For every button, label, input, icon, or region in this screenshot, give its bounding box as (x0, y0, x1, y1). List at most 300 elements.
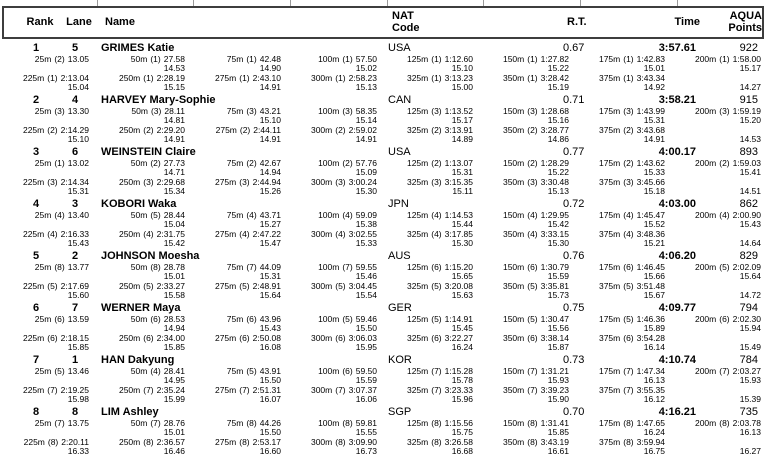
final-time-value: 4:09.77 (658, 302, 696, 314)
split-segment-time: 15.54 (355, 290, 377, 301)
split-cell (576, 178, 672, 197)
split-distance-label: 175m (598, 106, 621, 116)
split-cumulative-time: 59.81 (355, 418, 377, 428)
split-distance-label: 300m (310, 177, 333, 187)
split-cell (576, 315, 672, 334)
split-distance-label: 225m (22, 73, 45, 83)
split-cell (288, 438, 384, 457)
split-segment-time: 15.65 (451, 271, 473, 282)
split-rank: (5) (431, 314, 442, 324)
split-cell (288, 334, 384, 353)
split-distance-label: 225m (23, 437, 45, 447)
split-cumulative-time: 42.67 (259, 158, 281, 168)
split-cumulative-time: 2:28.19 (156, 73, 185, 83)
split-distance-label: 100m (318, 418, 340, 428)
split-rank: (7) (527, 385, 538, 395)
split-cell (96, 315, 192, 334)
split-segment-time: 15.14 (355, 115, 377, 126)
split-segment-time: 15.78 (451, 375, 473, 386)
swimmer-name: KOBORI Waka (101, 198, 177, 210)
split-cumulative-time: 2:34.00 (156, 333, 185, 343)
split-cell (0, 211, 96, 230)
split-cumulative-time: 3:02.55 (348, 229, 377, 239)
split-cumulative-time: 2:35.24 (156, 385, 185, 395)
split-cell (672, 178, 768, 197)
split-rank: (6) (239, 333, 250, 343)
split-segment-time: 14.81 (163, 115, 185, 126)
split-distance-label: 50m (130, 262, 148, 272)
split-cumulative-time: 2:14.34 (60, 177, 89, 187)
split-segment-time: 15.00 (451, 82, 473, 93)
split-rank: (8) (143, 437, 154, 447)
split-segment-time: 14.53 (739, 134, 761, 145)
split-cumulative-time: 3:23.33 (444, 385, 473, 395)
split-cell (480, 178, 576, 197)
split-cumulative-time: 1:27.82 (540, 54, 569, 64)
split-segment-time: 15.30 (355, 186, 377, 197)
split-cumulative-time: 3:28.77 (540, 125, 569, 135)
aqua-points-value: 922 (739, 42, 758, 54)
swimmer-main-row (0, 406, 768, 419)
split-rank: (3) (527, 177, 538, 187)
split-distance-label: 325m (406, 125, 429, 135)
swimmer-result-block (0, 351, 768, 403)
split-segment-time: 14.72 (739, 290, 761, 301)
split-cell (576, 367, 672, 386)
split-cell (576, 419, 672, 438)
split-segment-time: 16.13 (739, 427, 761, 438)
split-cumulative-time: 3:20.08 (444, 281, 473, 291)
reaction-time-value: 0.77 (563, 146, 585, 158)
split-segment-time: 16.24 (451, 342, 473, 353)
split-cumulative-time: 28.44 (163, 210, 185, 220)
split-segment-time: 15.20 (739, 115, 761, 126)
split-cumulative-time: 2:48.91 (252, 281, 281, 291)
splits-row-first-half (0, 263, 768, 282)
split-cumulative-time: 2:17.69 (60, 281, 89, 291)
split-cell (96, 159, 192, 178)
split-cumulative-time: 3:54.28 (636, 333, 665, 343)
split-cell (288, 107, 384, 126)
split-cumulative-time: 1:13.52 (444, 106, 473, 116)
split-cumulative-time: 2:03.27 (732, 366, 761, 376)
split-rank: (7) (246, 262, 257, 272)
split-distance-label: 75m (226, 54, 244, 64)
split-segment-time: 15.31 (67, 186, 89, 197)
split-cell (384, 230, 480, 249)
split-segment-time: 16.46 (163, 446, 185, 457)
split-segment-time: 15.42 (163, 238, 185, 249)
split-cell (192, 126, 288, 145)
split-cumulative-time: 1:15.28 (444, 366, 473, 376)
swimmer-main-row (0, 146, 768, 159)
split-distance-label: 150m (502, 366, 525, 376)
split-distance-label: 350m (502, 333, 525, 343)
split-segment-time: 15.67 (643, 290, 665, 301)
split-distance-label: 75m (226, 210, 244, 220)
aqua-points-value: 862 (739, 198, 758, 210)
split-cumulative-time: 3:28.42 (540, 73, 569, 83)
split-distance-label: 325m (406, 437, 429, 447)
split-cell (672, 263, 768, 282)
split-cell (192, 74, 288, 93)
split-segment-time: 15.10 (259, 115, 281, 126)
split-cumulative-time: 3:15.35 (444, 177, 473, 187)
split-segment-time: 16.27 (739, 446, 761, 457)
split-rank: (2) (335, 125, 346, 135)
final-time-value: 4:00.17 (658, 146, 696, 158)
split-rank: (7) (342, 262, 353, 272)
split-distance-label: 50m (130, 158, 148, 168)
split-cumulative-time: 1:59.03 (732, 158, 761, 168)
split-cumulative-time: 1:46.45 (636, 262, 665, 272)
split-segment-time: 15.04 (67, 82, 89, 93)
split-segment-time: 14.91 (163, 134, 185, 145)
split-distance-label: 125m (406, 54, 429, 64)
split-segment-time: 15.22 (547, 167, 569, 178)
split-distance-label: 250m (118, 281, 141, 291)
split-distance-label: 225m (22, 177, 45, 187)
split-segment-time: 15.66 (643, 271, 665, 282)
split-segment-time: 14.91 (259, 134, 281, 145)
final-time-value: 4:16.21 (658, 406, 696, 418)
split-cumulative-time: 3:30.48 (540, 177, 569, 187)
swimmer-name: HAN Dakyung (101, 354, 175, 366)
split-segment-time: 16.68 (451, 446, 473, 457)
split-cell (576, 334, 672, 353)
split-cell (384, 55, 480, 74)
split-segment-time: 15.89 (643, 323, 665, 334)
split-rank: (1) (150, 54, 161, 64)
split-distance-label: 175m (598, 314, 621, 324)
split-cumulative-time: 2:29.20 (156, 125, 185, 135)
split-cell (384, 419, 480, 438)
split-distance-label: 250m (118, 125, 141, 135)
split-distance-label: 125m (406, 210, 429, 220)
split-rank: (7) (431, 366, 442, 376)
split-segment-time: 15.43 (67, 238, 89, 249)
split-segment-time: 15.85 (163, 342, 185, 353)
split-cumulative-time: 27.73 (163, 158, 185, 168)
split-segment-time: 15.85 (547, 427, 569, 438)
split-distance-label: 200m (694, 210, 717, 220)
split-cell (96, 386, 192, 405)
split-cell (480, 74, 576, 93)
split-distance-label: 300m (310, 125, 333, 135)
split-rank: (6) (335, 333, 346, 343)
split-distance-label: 250m (118, 385, 141, 395)
split-distance-label: 50m (130, 314, 148, 324)
split-rank: (8) (623, 418, 634, 428)
split-segment-time: 15.02 (355, 63, 377, 74)
split-rank: (3) (431, 106, 442, 116)
split-segment-time: 15.98 (67, 394, 89, 405)
split-distance-label: 175m (598, 366, 621, 376)
split-cumulative-time: 1:12.60 (444, 54, 473, 64)
split-cumulative-time: 3:48.36 (636, 229, 665, 239)
split-cell (288, 315, 384, 334)
split-rank: (2) (143, 125, 154, 135)
split-segment-time: 15.17 (739, 63, 761, 74)
split-distance-label: 100m (318, 54, 340, 64)
split-segment-time: 14.95 (163, 375, 185, 386)
split-segment-time: 15.49 (739, 342, 761, 353)
split-segment-time: 14.71 (163, 167, 185, 178)
split-rank: (6) (143, 333, 154, 343)
split-rank: (1) (527, 73, 538, 83)
split-segment-time: 15.33 (355, 238, 377, 249)
split-distance-label: 50m (131, 106, 148, 116)
split-cell (672, 107, 768, 126)
split-cumulative-time: 2:44.94 (252, 177, 281, 187)
split-cell (384, 159, 480, 178)
nat-header-line2: Code (392, 22, 420, 34)
splits-row-second-half (0, 74, 768, 93)
split-distance-label: 75m (226, 106, 244, 116)
split-distance-label: 350m (502, 73, 525, 83)
split-segment-time: 15.11 (452, 186, 473, 197)
split-cell (192, 159, 288, 178)
split-cumulative-time: 42.48 (259, 54, 281, 64)
split-cumulative-time: 28.76 (163, 418, 185, 428)
split-cumulative-time: 3:39.23 (540, 385, 569, 395)
split-segment-time: 16.07 (259, 394, 281, 405)
split-cell (384, 126, 480, 145)
split-cumulative-time: 2:13.04 (60, 73, 89, 83)
split-cell (192, 263, 288, 282)
split-rank: (1) (143, 73, 154, 83)
lane-value: 3 (71, 198, 79, 210)
nat-code-value: AUS (388, 250, 411, 262)
split-cumulative-time: 13.75 (67, 418, 89, 428)
split-cumulative-time: 2:58.23 (348, 73, 377, 83)
split-segment-time: 15.19 (547, 82, 569, 93)
split-cumulative-time: 3:45.66 (636, 177, 665, 187)
split-rank: (3) (246, 106, 257, 116)
split-cell (480, 282, 576, 301)
split-cell (288, 178, 384, 197)
split-distance-label: 75m (226, 158, 244, 168)
rank-column-header: Rank (26, 16, 54, 28)
split-rank: (6) (623, 333, 634, 343)
split-cell (0, 386, 96, 405)
split-segment-time: 15.42 (547, 219, 569, 230)
split-rank: (7) (239, 385, 250, 395)
split-distance-label: 250m (118, 73, 141, 83)
split-cell (288, 159, 384, 178)
split-cumulative-time: 1:30.47 (540, 314, 569, 324)
split-rank: (4) (527, 210, 538, 220)
split-segment-time: 14.51 (739, 186, 761, 197)
split-distance-label: 375m (598, 437, 621, 447)
split-segment-time: 15.44 (451, 219, 473, 230)
split-cumulative-time: 2:59.02 (348, 125, 377, 135)
split-cumulative-time: 1:43.62 (636, 158, 665, 168)
split-distance-label: 75m (226, 366, 244, 376)
split-rank: (6) (431, 333, 442, 343)
final-time-value: 4:10.74 (658, 354, 696, 366)
split-rank: (7) (47, 385, 58, 395)
nat-code-value: GER (388, 302, 412, 314)
split-cumulative-time: 43.71 (259, 210, 281, 220)
split-cell (0, 263, 96, 282)
results-table-header (2, 6, 764, 39)
split-cell (0, 282, 96, 301)
split-cell (288, 263, 384, 282)
lane-value: 7 (71, 302, 79, 314)
split-cell (288, 74, 384, 93)
split-cumulative-time: 1:15.56 (444, 418, 473, 428)
splits-row-second-half (0, 282, 768, 301)
split-cell (0, 419, 96, 438)
split-segment-time: 15.73 (547, 290, 569, 301)
split-rank: (3) (150, 106, 162, 116)
split-distance-label: 200m (694, 314, 717, 324)
split-cumulative-time: 28.78 (163, 262, 185, 272)
split-rank: (5) (431, 281, 442, 291)
split-cumulative-time: 3:43.68 (636, 125, 665, 135)
split-cell (576, 438, 672, 457)
split-rank: (8) (246, 418, 257, 428)
split-cumulative-time: 59.09 (355, 210, 377, 220)
split-cell (384, 386, 480, 405)
split-cumulative-time: 1:30.79 (540, 262, 569, 272)
split-segment-time: 14.94 (163, 323, 185, 334)
split-distance-label: 125m (406, 418, 429, 428)
split-rank: (5) (246, 366, 257, 376)
split-distance-label: 25m (34, 366, 52, 376)
split-cumulative-time: 2:18.15 (60, 333, 89, 343)
split-segment-time: 15.59 (547, 271, 569, 282)
split-distance-label: 125m (406, 366, 429, 376)
split-cell (480, 386, 576, 405)
split-segment-time: 14.91 (259, 82, 281, 93)
split-distance-label: 200m (694, 158, 717, 168)
split-rank: (5) (719, 262, 730, 272)
split-rank: (3) (335, 177, 346, 187)
split-segment-time: 14.94 (259, 167, 281, 178)
split-segment-time: 15.95 (355, 342, 377, 353)
split-rank: (2) (431, 125, 442, 135)
split-segment-time: 16.14 (643, 342, 665, 353)
split-cell (96, 126, 192, 145)
split-segment-time: 14.90 (259, 63, 281, 74)
split-cell (480, 438, 576, 457)
split-distance-label: 200m (694, 54, 717, 64)
split-rank: (1) (335, 73, 346, 83)
aqua-points-value: 784 (739, 354, 758, 366)
split-cumulative-time: 1:47.65 (636, 418, 665, 428)
split-cumulative-time: 3:59.94 (636, 437, 665, 447)
lane-value: 2 (71, 250, 79, 262)
split-rank: (4) (54, 210, 65, 220)
swimmer-name: WEINSTEIN Claire (101, 146, 196, 158)
split-cumulative-time: 13.05 (67, 54, 89, 64)
split-segment-time: 14.91 (355, 134, 377, 145)
nat-code-column-header (392, 10, 420, 34)
split-cell (576, 386, 672, 405)
split-rank: (2) (719, 158, 730, 168)
split-cumulative-time: 3:17.85 (444, 229, 473, 239)
split-rank: (2) (47, 125, 58, 135)
split-cell (480, 159, 576, 178)
split-rank: (1) (246, 54, 257, 64)
split-distance-label: 350m (502, 125, 525, 135)
split-cell (288, 282, 384, 301)
split-rank: (8) (623, 437, 634, 447)
split-distance-label: 50m (130, 54, 148, 64)
split-rank: (6) (527, 262, 538, 272)
split-cell (96, 211, 192, 230)
split-cell (288, 419, 384, 438)
split-cumulative-time: 2:47.22 (252, 229, 281, 239)
split-cell (0, 315, 96, 334)
split-distance-label: 100m (318, 262, 340, 272)
split-distance-label: 150m (502, 314, 525, 324)
split-rank: (5) (527, 281, 538, 291)
split-rank: (5) (239, 281, 250, 291)
split-rank: (5) (47, 281, 58, 291)
split-rank: (5) (342, 314, 353, 324)
swimmer-name: HARVEY Mary-Sophie (101, 94, 216, 106)
split-distance-label: 175m (598, 210, 621, 220)
aqua-header-line1: AQUA (729, 10, 762, 22)
nat-code-value: USA (388, 146, 411, 158)
split-cumulative-time: 13.59 (67, 314, 89, 324)
split-distance-label: 250m (118, 229, 141, 239)
split-cumulative-time: 43.96 (259, 314, 281, 324)
split-cumulative-time: 2:16.33 (60, 229, 89, 239)
split-cell (0, 159, 96, 178)
split-rank: (2) (342, 158, 353, 168)
split-cell (192, 55, 288, 74)
reaction-time-column-header: R.T. (567, 16, 587, 28)
split-cell (672, 55, 768, 74)
split-distance-label: 175m (598, 54, 621, 64)
split-cell (576, 159, 672, 178)
split-segment-time: 15.38 (355, 219, 377, 230)
split-cell (384, 315, 480, 334)
split-cumulative-time: 2:29.68 (156, 177, 185, 187)
split-cumulative-time: 13.30 (67, 106, 89, 116)
split-cell (0, 334, 96, 353)
split-cell (288, 211, 384, 230)
split-cumulative-time: 2:53.17 (252, 437, 281, 447)
split-segment-time: 16.75 (643, 446, 665, 457)
split-cumulative-time: 3:43.19 (540, 437, 569, 447)
split-cumulative-time: 58.35 (355, 106, 377, 116)
split-rank: (3) (143, 177, 154, 187)
split-cumulative-time: 43.91 (259, 366, 281, 376)
split-rank: (1) (623, 54, 634, 64)
splits-row-second-half (0, 438, 768, 457)
split-cell (672, 230, 768, 249)
split-cumulative-time: 13.02 (67, 158, 89, 168)
split-distance-label: 350m (502, 385, 525, 395)
split-segment-time: 16.24 (643, 427, 665, 438)
split-segment-time: 15.10 (67, 134, 89, 145)
split-distance-label: 25m (34, 210, 52, 220)
split-distance-label: 300m (310, 333, 333, 343)
split-cumulative-time: 1:58.00 (732, 54, 761, 64)
split-segment-time: 15.33 (643, 167, 665, 178)
rank-value: 6 (32, 302, 40, 314)
swimmer-name: LIM Ashley (101, 406, 159, 418)
split-cumulative-time: 2:44.11 (253, 125, 281, 135)
split-distance-label: 125m (406, 314, 429, 324)
split-rank: (5) (623, 314, 634, 324)
split-cell (672, 282, 768, 301)
